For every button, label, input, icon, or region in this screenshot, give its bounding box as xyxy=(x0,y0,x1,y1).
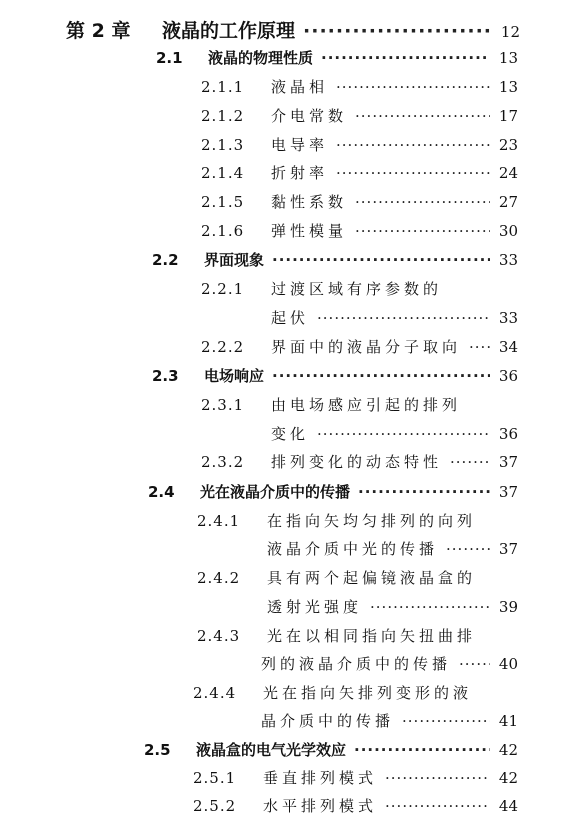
toc-section-entry[interactable] xyxy=(156,47,518,68)
page-number: 30 xyxy=(498,222,518,240)
toc-subsection-entry[interactable] xyxy=(197,567,518,588)
dot-leader xyxy=(355,222,490,240)
subsection-number: 2.1.4 xyxy=(201,164,245,182)
toc-subsection-entry[interactable] xyxy=(201,451,518,472)
page-number: 34 xyxy=(498,338,518,356)
dot-leader xyxy=(321,49,490,67)
toc-subsection-entry[interactable] xyxy=(201,105,518,126)
subsection-title: 黏性系数 xyxy=(271,193,348,211)
toc-subsection-continuation[interactable] xyxy=(261,710,518,731)
toc-subsection-entry[interactable] xyxy=(201,278,518,299)
dot-leader xyxy=(272,251,490,269)
subsection-number: 2.1.6 xyxy=(201,222,245,240)
dot-leader xyxy=(336,136,490,154)
subsection-number: 2.3.2 xyxy=(201,453,245,471)
toc-section-entry[interactable] xyxy=(148,481,518,502)
toc-subsection-continuation[interactable] xyxy=(261,653,518,674)
subsection-number: 2.1.5 xyxy=(201,193,245,211)
page-number: 17 xyxy=(498,107,518,125)
section-number: 2.1 xyxy=(156,49,183,67)
toc-subsection-entry[interactable] xyxy=(201,134,518,155)
page-number: 36 xyxy=(498,425,518,443)
page-number: 12 xyxy=(500,23,520,41)
subsection-title: 具有两个起偏镜液晶盒的 xyxy=(267,569,477,587)
section-title: 界面现象 xyxy=(204,251,265,269)
page-number: 33 xyxy=(498,309,518,327)
subsection-number: 2.4.3 xyxy=(197,627,241,645)
subsection-title: 水平排列模式 xyxy=(263,797,378,815)
subsection-title-continued: 晶介质中的传播 xyxy=(261,712,395,730)
subsection-title: 排列变化的动态特性 xyxy=(271,453,443,471)
subsection-title-continued: 透射光强度 xyxy=(267,598,363,616)
section-title: 液晶盒的电气光学效应 xyxy=(196,741,347,759)
subsection-title: 过渡区域有序参数的 xyxy=(271,280,443,298)
toc-subsection-entry[interactable] xyxy=(201,220,518,241)
subsection-title: 光在以相同指向矢扭曲排 xyxy=(267,627,477,645)
subsection-number: 2.1.1 xyxy=(201,78,245,96)
dot-leader xyxy=(303,20,492,42)
subsection-number: 2.4.4 xyxy=(193,684,237,702)
section-number: 2.5 xyxy=(144,741,171,759)
section-number: 2.4 xyxy=(148,483,175,501)
subsection-number: 2.1.3 xyxy=(201,136,245,154)
page-number: 40 xyxy=(498,655,518,673)
section-number: 2.3 xyxy=(152,367,179,385)
subsection-number: 2.3.1 xyxy=(201,396,245,414)
page-number: 42 xyxy=(498,741,518,759)
page-number: 41 xyxy=(498,712,518,730)
toc-section-entry[interactable] xyxy=(152,249,518,270)
dot-leader xyxy=(370,598,490,616)
dot-leader xyxy=(469,338,490,356)
toc-subsection-entry[interactable] xyxy=(193,795,518,816)
toc-subsection-continuation[interactable] xyxy=(271,307,518,328)
page-number: 39 xyxy=(498,598,518,616)
toc-subsection-entry[interactable] xyxy=(201,76,518,97)
subsection-number: 2.5.1 xyxy=(193,769,237,787)
page-number: 37 xyxy=(498,453,518,471)
toc-subsection-entry[interactable] xyxy=(201,191,518,212)
toc-subsection-entry[interactable] xyxy=(193,767,518,788)
subsection-number: 2.2.2 xyxy=(201,338,245,356)
toc-subsection-entry[interactable] xyxy=(201,394,518,415)
subsection-title: 电导率 xyxy=(271,136,329,154)
dot-leader xyxy=(385,769,490,787)
section-title: 光在液晶介质中的传播 xyxy=(200,483,351,501)
subsection-number: 2.4.1 xyxy=(197,512,241,530)
toc-subsection-entry[interactable] xyxy=(193,682,518,703)
toc-subsection-entry[interactable] xyxy=(197,510,518,531)
chapter-number: 第 2 章 xyxy=(66,20,131,42)
dot-leader xyxy=(385,797,490,815)
page-number: 27 xyxy=(498,193,518,211)
toc-subsection-entry[interactable] xyxy=(201,336,518,357)
page-number: 37 xyxy=(498,540,518,558)
dot-leader xyxy=(336,164,490,182)
subsection-title-continued: 变化 xyxy=(271,425,310,443)
toc-subsection-continuation[interactable] xyxy=(271,423,518,444)
toc-subsection-entry[interactable] xyxy=(197,625,518,646)
subsection-title: 折射率 xyxy=(271,164,329,182)
dot-leader xyxy=(402,712,490,730)
section-number: 2.2 xyxy=(152,251,179,269)
subsection-title-continued: 列的液晶介质中的传播 xyxy=(261,655,452,673)
toc-subsection-continuation[interactable] xyxy=(267,596,518,617)
subsection-number: 2.2.1 xyxy=(201,280,245,298)
subsection-title-continued: 起伏 xyxy=(271,309,310,327)
subsection-title: 由电场感应引起的排列 xyxy=(271,396,462,414)
dot-leader xyxy=(358,483,490,501)
dot-leader xyxy=(355,193,490,211)
subsection-title: 光在指向矢排列变形的液 xyxy=(263,684,473,702)
toc-chapter-entry[interactable] xyxy=(66,16,520,43)
dot-leader xyxy=(354,741,490,759)
subsection-title: 界面中的液晶分子取向 xyxy=(271,338,462,356)
subsection-title: 垂直排列模式 xyxy=(263,769,378,787)
page-number: 24 xyxy=(498,164,518,182)
dot-leader xyxy=(459,655,490,673)
page-number: 23 xyxy=(498,136,518,154)
subsection-number: 2.5.2 xyxy=(193,797,237,815)
toc-subsection-continuation[interactable] xyxy=(267,538,518,559)
page-number: 33 xyxy=(498,251,518,269)
section-title: 电场响应 xyxy=(204,367,265,385)
dot-leader xyxy=(355,107,490,125)
subsection-title: 弹性模量 xyxy=(271,222,348,240)
dot-leader xyxy=(450,453,490,471)
subsection-title-continued: 液晶介质中光的传播 xyxy=(267,540,439,558)
page-number: 36 xyxy=(498,367,518,385)
chapter-title: 液晶的工作原理 xyxy=(162,20,296,42)
toc-section-entry[interactable] xyxy=(144,739,518,760)
subsection-title: 在指向矢均匀排列的向列 xyxy=(267,512,477,530)
page-number: 44 xyxy=(498,797,518,815)
subsection-number: 2.4.2 xyxy=(197,569,241,587)
subsection-title: 介电常数 xyxy=(271,107,348,125)
section-title: 液晶的物理性质 xyxy=(208,49,314,67)
toc-section-entry[interactable] xyxy=(152,365,518,386)
dot-leader xyxy=(317,425,490,443)
page-number: 13 xyxy=(498,49,518,67)
dot-leader xyxy=(336,78,490,96)
dot-leader xyxy=(272,367,490,385)
page-number: 13 xyxy=(498,78,518,96)
dot-leader xyxy=(446,540,490,558)
page-number: 37 xyxy=(498,483,518,501)
toc-subsection-entry[interactable] xyxy=(201,162,518,183)
subsection-title: 液晶相 xyxy=(271,78,329,96)
subsection-number: 2.1.2 xyxy=(201,107,245,125)
dot-leader xyxy=(317,309,490,327)
page-number: 42 xyxy=(498,769,518,787)
